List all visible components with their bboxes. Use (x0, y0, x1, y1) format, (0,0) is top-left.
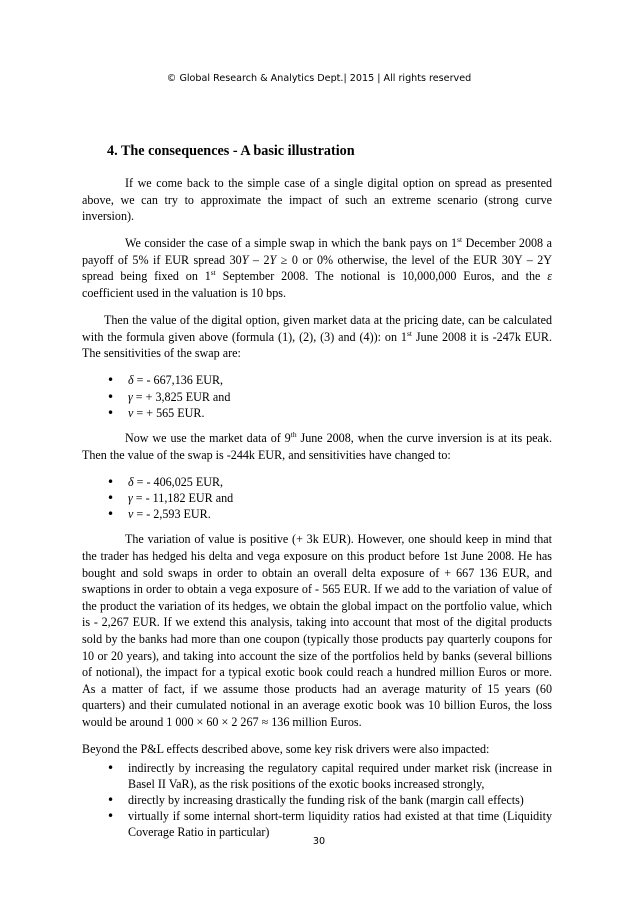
math-symbol: Y (241, 252, 249, 267)
list-item: • virtually if some internal short-term liquidity ratios had existed at that time (Liquidity Coverage Ratio in particular) (82, 808, 552, 840)
superscript: th (290, 430, 297, 440)
math-symbol: δ (128, 373, 134, 388)
list-item (82, 405, 552, 421)
text-run: June 2008 it is -247k EUR. The sensitivities of the swap are: (82, 329, 552, 361)
text-run: We consider the case of a simple swap in which the bank pays on 1 (125, 236, 458, 251)
superscript: st (406, 328, 412, 338)
math-symbol: γ (128, 490, 133, 505)
list-item (82, 506, 552, 522)
superscript: st (457, 235, 463, 245)
list-item (82, 490, 552, 506)
text-run: September 2008. The notional is 10,000,000 Euros, and the (215, 269, 548, 284)
section-number: 4. (107, 143, 118, 159)
text-run: December 2008 a payoff of 5% if EUR spread 30 (82, 236, 553, 267)
math-symbol: ν (128, 405, 134, 420)
paragraph-4 (82, 430, 552, 463)
text-run: coefficient used in the valuation is 10 bps. (82, 286, 286, 301)
list-item-text: = + 565 EUR. (133, 405, 205, 420)
math-symbol: Y (269, 252, 277, 267)
section-title: The consequences - A basic illustration (120, 143, 355, 159)
text-run: – 2 (248, 252, 270, 267)
paragraph-6: Beyond the P&L effects described above, some key risk drivers were also impacted: (82, 741, 490, 756)
text-run: Then the value of the digital option, given market data at the pricing date, can be calculated with the formula given above (formula (1), (2), (3) and (4)): on 1 (82, 313, 552, 344)
list-item-text: = - 2,593 EUR. (133, 507, 211, 522)
list-item-text: = - 11,182 EUR and (132, 490, 234, 505)
text-run: Now we use the market data of 9 (125, 431, 291, 446)
page-header: © Global Research & Analytics Dept.| 2015 | All rights reserved (166, 73, 472, 84)
list-item-text: = - 406,025 EUR, (133, 474, 224, 489)
sensitivity-list-before (82, 372, 552, 421)
list-item (82, 372, 552, 388)
paragraph-2 (82, 235, 552, 301)
text-run: June 2008, when the curve inversion is at its peak. Then the value of the swap is -244k EUR, and sensitivities have changed to: (82, 431, 552, 462)
list-item: • directly by increasing drastically the funding risk of the bank (margin call effects) (82, 792, 552, 808)
math-symbol: γ (128, 389, 133, 404)
sensitivity-list-after (82, 474, 552, 523)
section-heading (107, 142, 552, 160)
math-symbol: ε (547, 269, 552, 284)
math-symbol: ν (128, 507, 134, 522)
paragraph-3 (82, 312, 552, 362)
text-run: ≥ 0 or 0% otherwise, the level of the EUR 30Y – 2Y spread being fixed on 1 (82, 252, 553, 284)
list-item-text: = + 3,825 EUR and (132, 389, 231, 404)
paragraph-5: The variation of value is positive (+ 3k EUR). However, one should keep in mind that the trader has hedged his delta and vega exposure on this product before 1st June 2008. He has bought and sold swaps in order to obtain an overall delta exposure of + 667 136 EUR, and swaptions in order to obtain a vega exposure of - 565 EUR. If we add to the variation of value of the product the variation of its hedges, we obtain the global impact on the portfolio value, which is - 2,267 EUR. If we extend this analysis, taking into account that most of the digital products sold by the banks had more than one coupon (typically those products pay quarterly coupons for 10 or 20 years), and taking into account the size of the portfolios held by banks (several billions of notional), the impact for a typical exotic book could reach a hundred million Euros or more. As a matter of fact, if we assume those products had an average maturity of 15 years (60 quarters) and their cumulated notional in an average exotic book was 10 billion Euros, the loss would be around 1 000 × 60 × 2 267 ≈ 136 million Euros. (82, 532, 552, 729)
risk-driver-list (82, 760, 552, 841)
paragraph-1: If we come back to the simple case of a single digital option on spread as presented above, we can try to approximate the impact of such an extreme scenario (strong curve inversion). (82, 176, 552, 224)
list-item: • indirectly by increasing the regulatory capital required under market risk (increase in Basel II VaR), as the risk positions of the exotic books increased strongly, (82, 760, 552, 792)
list-item-text: = - 667,136 EUR, (133, 373, 224, 388)
page-number: 30 (312, 836, 326, 847)
page-content (82, 142, 552, 850)
math-symbol: δ (128, 474, 134, 489)
list-item (82, 389, 552, 405)
list-item (82, 474, 552, 490)
superscript: st (210, 268, 216, 278)
